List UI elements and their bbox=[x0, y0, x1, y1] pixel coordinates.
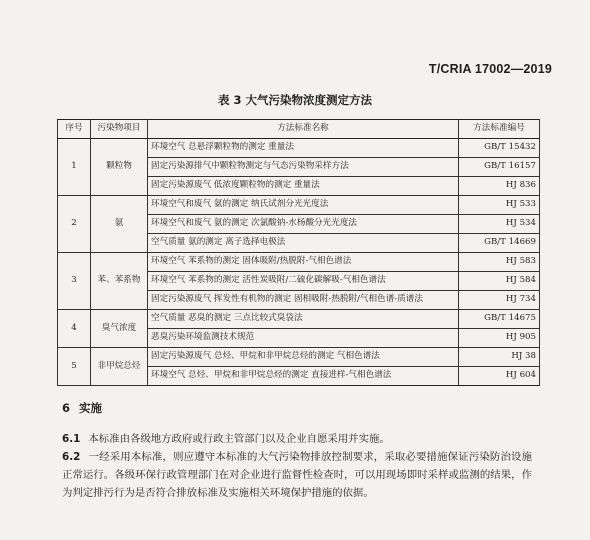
table-header-row bbox=[58, 120, 540, 139]
method-name: 环境空气 总悬浮颗粒物的测定 重量法 bbox=[148, 139, 459, 158]
method-name: 固定污染源排气中颗粒物测定与气态污染物采样方法 bbox=[148, 158, 459, 177]
paragraph-text: 一经采用本标准，则应遵守本标准的大气污染物排放控制要求，采取必要措施保证污染防治设施正常运行。各级环保行政管理部门在对企业进行监督性检查时，可以用现场即时采样或监测的结果，作为判定排污行为是否符合排放标准及实施相关环境保护措施的依据。 bbox=[62, 451, 532, 499]
row-number: 1 bbox=[58, 139, 91, 196]
method-name: 环境空气 苯系物的测定 固体吸附/热脱附-气相色谱法 bbox=[148, 253, 459, 272]
method-name: 环境空气 总烃、甲烷和非甲烷总烃的测定 直接进样-气相色谱法 bbox=[148, 367, 459, 386]
pollutant-item: 臭气浓度 bbox=[91, 310, 148, 348]
method-name: 环境空气和废气 氨的测定 纳氏试剂分光光度法 bbox=[148, 196, 459, 215]
method-code: HJ 38 bbox=[459, 348, 540, 367]
pollutant-item: 苯、苯系物 bbox=[91, 253, 148, 310]
row-number: 5 bbox=[58, 348, 91, 386]
method-code: HJ 905 bbox=[459, 329, 540, 348]
header-item: 污染物项目 bbox=[91, 120, 148, 139]
section-heading bbox=[62, 400, 111, 416]
row-number: 2 bbox=[58, 196, 91, 253]
row-number: 3 bbox=[58, 253, 91, 310]
method-name: 恶臭污染环境监测技术规范 bbox=[148, 329, 459, 348]
method-name: 空气质量 恶臭的测定 三点比较式臭袋法 bbox=[148, 310, 459, 329]
method-name: 环境空气和废气 氨的测定 次氯酸钠-水杨酸分光光度法 bbox=[148, 215, 459, 234]
table-row bbox=[58, 196, 540, 215]
paragraph-text: 本标准由各级地方政府或行政主管部门以及企业自愿采用并实施。 bbox=[88, 433, 390, 445]
method-code: GB/T 14669 bbox=[459, 234, 540, 253]
method-code: HJ 583 bbox=[459, 253, 540, 272]
table-body bbox=[58, 139, 540, 386]
paragraph bbox=[62, 448, 532, 502]
method-name: 固定污染源废气 总烃、甲烷和非甲烷总烃的测定 气相色谱法 bbox=[148, 348, 459, 367]
table-row bbox=[58, 253, 540, 272]
methods-table bbox=[57, 119, 540, 386]
document-code: T/CRIA 17002—2019 bbox=[428, 62, 552, 76]
method-name: 固定污染源废气 挥发性有机物的测定 固相吸附-热脱附/气相色谱-质谱法 bbox=[148, 291, 459, 310]
pollutant-item: 非甲烷总烃 bbox=[91, 348, 148, 386]
method-code: GB/T 15432 bbox=[459, 139, 540, 158]
section-title: 实施 bbox=[79, 401, 103, 415]
method-code: HJ 836 bbox=[459, 177, 540, 196]
paragraph bbox=[62, 430, 532, 448]
section-number: 6 bbox=[62, 401, 71, 415]
table-row bbox=[58, 348, 540, 367]
method-code: HJ 604 bbox=[459, 367, 540, 386]
method-name: 固定污染源废气 低浓度颗粒物的测定 重量法 bbox=[148, 177, 459, 196]
method-code: HJ 533 bbox=[459, 196, 540, 215]
header-no: 序号 bbox=[58, 120, 91, 139]
paragraph-number: 6.2 bbox=[62, 451, 81, 463]
header-method-code: 方法标准编号 bbox=[459, 120, 540, 139]
table-row bbox=[58, 310, 540, 329]
method-code: HJ 534 bbox=[459, 215, 540, 234]
row-number: 4 bbox=[58, 310, 91, 348]
pollutant-item: 氨 bbox=[91, 196, 148, 253]
method-code: HJ 734 bbox=[459, 291, 540, 310]
method-code: GB/T 16157 bbox=[459, 158, 540, 177]
method-code: HJ 584 bbox=[459, 272, 540, 291]
header-method-name: 方法标准名称 bbox=[148, 120, 459, 139]
method-code: GB/T 14675 bbox=[459, 310, 540, 329]
pollutant-item: 颗粒物 bbox=[91, 139, 148, 196]
method-name: 环境空气 苯系物的测定 活性炭吸附/二硫化碳解吸-气相色谱法 bbox=[148, 272, 459, 291]
method-name: 空气质量 氨的测定 离子选择电极法 bbox=[148, 234, 459, 253]
table-row bbox=[58, 139, 540, 158]
table-caption: 表 3 大气污染物浓度测定方法 bbox=[217, 93, 372, 107]
paragraph-number: 6.1 bbox=[62, 433, 81, 445]
